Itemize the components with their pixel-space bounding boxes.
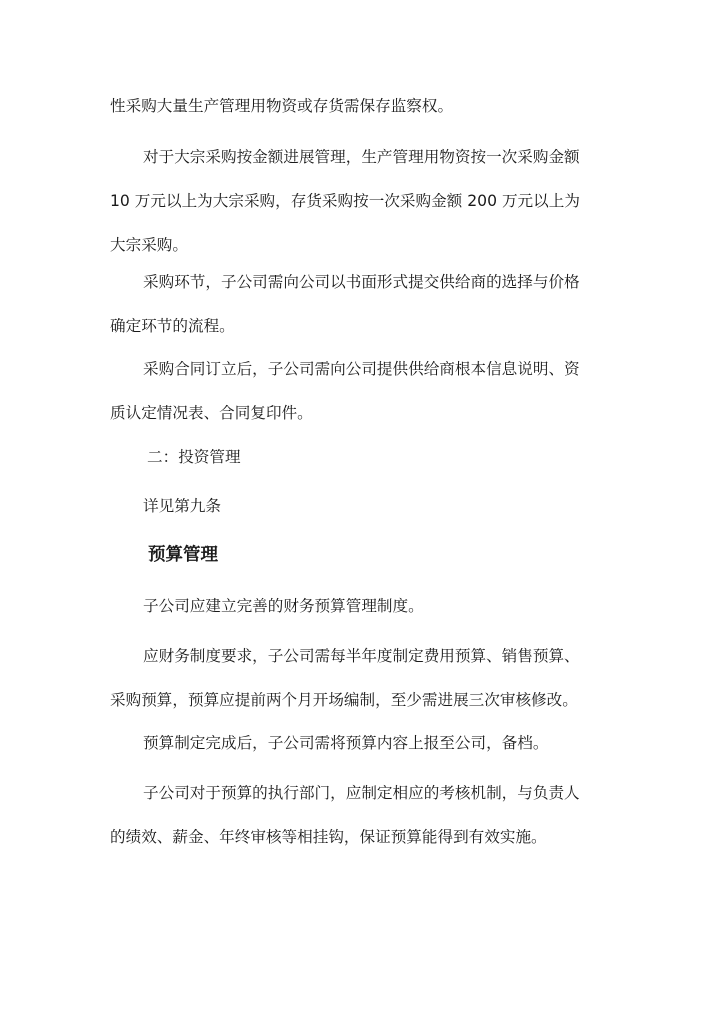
text-line: 10 万元以上为大宗采购，存货采购按一次采购金额 200 万元以上为 (110, 192, 580, 210)
text-line: 预算制定完成后，子公司需将预算内容上报至公司，备档。 (143, 734, 549, 752)
section-heading-investment: 二：投资管理 (147, 448, 241, 466)
text-line: 大宗采购。 (110, 236, 188, 254)
text-line: 质认定情况表、合同复印件。 (110, 404, 313, 422)
text-line: 应财务制度要求，子公司需每半年度制定费用预算、销售预算、 (143, 647, 580, 665)
reference-text: 详见第九条 (143, 497, 221, 515)
paragraph-purchase-contract (110, 347, 615, 435)
paragraph-purchase-process (110, 260, 615, 348)
text-line: 采购环节，子公司需向公司以书面形式提交供给商的选择与价格 (143, 273, 580, 291)
paragraph-budget-assessment (110, 771, 615, 859)
text-line: 的绩效、薪金、年终审核等相挂钩，保证预算能得到有效实施。 (110, 828, 547, 846)
text-line: 采购合同订立后，子公司需向公司提供供给商根本信息说明、资 (143, 360, 580, 378)
paragraph-budget-system (110, 584, 615, 628)
text-line: 子公司对于预算的执行部门，应制定相应的考核机制，与负责人 (143, 784, 580, 802)
paragraph-budget-filing (110, 721, 615, 765)
text-line: 子公司应建立完善的财务预算管理制度。 (143, 597, 424, 615)
text-line: 对于大宗采购按金额进展管理，生产管理用物资按一次采购金额 (143, 148, 580, 166)
text-line: 性采购大量生产管理用物资或存货需保存监察权。 (110, 97, 454, 115)
paragraph-material-monitoring (110, 84, 615, 128)
text-line: 确定环节的流程。 (110, 317, 235, 335)
paragraph-bulk-purchase (110, 135, 615, 267)
section-heading-budget: 预算管理 (148, 545, 218, 565)
paragraph-budget-requirements (110, 634, 615, 722)
text-line: 采购预算，预算应提前两个月开场编制，至少需进展三次审核修改。 (110, 691, 578, 709)
